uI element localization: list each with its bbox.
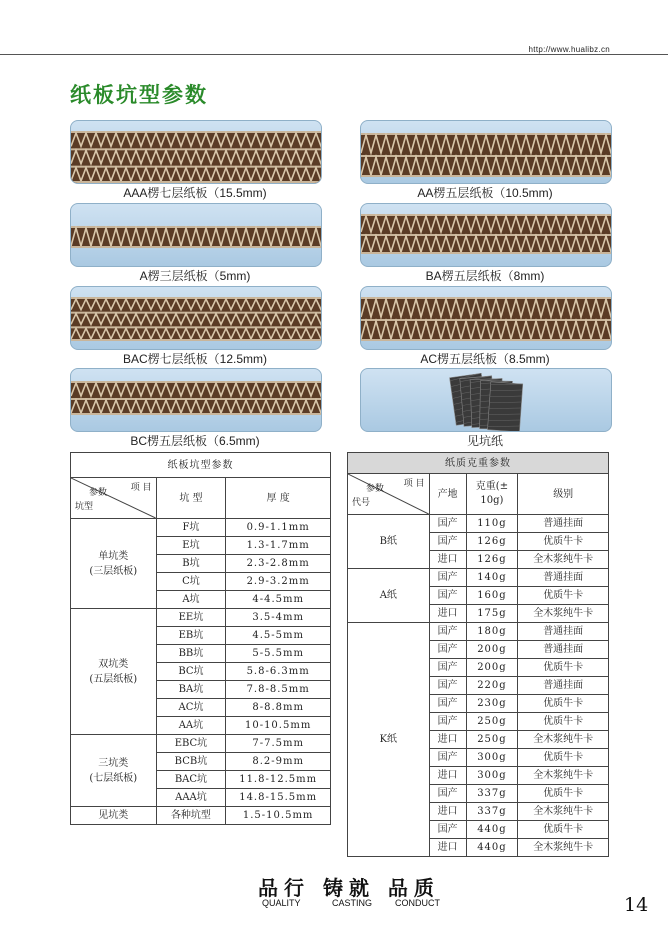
paper-origin: 进口 bbox=[429, 767, 466, 785]
paper-weight: 220g bbox=[466, 677, 518, 695]
photo-caption: AA楞五层纸板（10.5mm) bbox=[417, 186, 553, 200]
corner-label-item: 项 目 bbox=[403, 479, 425, 489]
paper-weight-table bbox=[347, 452, 609, 857]
corrugated-board-image bbox=[361, 297, 611, 341]
paper-origin: 进口 bbox=[429, 605, 466, 623]
photo-caption: BA楞五层纸板（8mm) bbox=[425, 269, 545, 283]
photo-caption: A楞三层纸板（5mm) bbox=[139, 269, 251, 283]
flute-type: BC坑 bbox=[156, 663, 226, 681]
paper-code: K纸 bbox=[348, 623, 430, 857]
flute-thickness: 2.3-2.8mm bbox=[226, 555, 331, 573]
flute-type: 各种坑型 bbox=[156, 807, 226, 825]
footer-word-quality: QUALITY bbox=[262, 898, 301, 908]
header-rule bbox=[0, 54, 668, 55]
paper-weight: 126g bbox=[466, 551, 518, 569]
paper-sheets-photo bbox=[360, 368, 612, 432]
table-row bbox=[71, 519, 331, 537]
paper-origin: 进口 bbox=[429, 551, 466, 569]
paper-weight: 200g bbox=[466, 659, 518, 677]
col-header-origin: 产地 bbox=[429, 474, 466, 515]
photo-caption: 见坑纸 bbox=[466, 434, 503, 448]
flute-thickness: 4-4.5mm bbox=[226, 591, 331, 609]
diagonal-header-cell bbox=[71, 478, 157, 519]
flute-type: F坑 bbox=[156, 519, 226, 537]
flute-thickness: 1.5-10.5mm bbox=[226, 807, 331, 825]
paper-grade: 普通挂面 bbox=[518, 515, 609, 533]
paper-weight: 230g bbox=[466, 695, 518, 713]
table-row bbox=[348, 515, 609, 533]
paper-grade: 优质牛卡 bbox=[518, 785, 609, 803]
paper-origin: 进口 bbox=[429, 839, 466, 857]
flute-thickness: 5.8-6.3mm bbox=[226, 663, 331, 681]
paper-origin: 国产 bbox=[429, 533, 466, 551]
flute-type: A坑 bbox=[156, 591, 226, 609]
photo-caption: AC楞五层纸板（8.5mm) bbox=[420, 352, 550, 366]
table-row bbox=[71, 807, 331, 825]
flute-thickness: 8.2-9mm bbox=[226, 753, 331, 771]
flute-group-name: 见坑类 bbox=[71, 807, 157, 825]
paper-origin: 国产 bbox=[429, 713, 466, 731]
flute-group-name: 三坑类 (七层纸板) bbox=[71, 735, 157, 807]
paper-weight: 337g bbox=[466, 803, 518, 821]
photo-caption: BAC楞七层纸板（12.5mm) bbox=[122, 352, 268, 366]
paper-table-title: 纸质克重参数 bbox=[348, 453, 609, 474]
flute-thickness: 7.8-8.5mm bbox=[226, 681, 331, 699]
table-row bbox=[348, 623, 609, 641]
flute-type: E坑 bbox=[156, 537, 226, 555]
board-cross-section-photo bbox=[360, 286, 612, 350]
corner-label-param: 参数 bbox=[366, 484, 385, 494]
corrugated-board-image bbox=[71, 381, 321, 415]
flute-type: EBC坑 bbox=[156, 735, 226, 753]
paper-weight: 300g bbox=[466, 767, 518, 785]
flute-type: BA坑 bbox=[156, 681, 226, 699]
footer-word-casting: CASTING bbox=[332, 898, 373, 908]
col-header-type: 坑 型 bbox=[156, 478, 226, 519]
paper-grade: 优质牛卡 bbox=[518, 533, 609, 551]
paper-grade: 普通挂面 bbox=[518, 623, 609, 641]
photo-caption: AAA楞七层纸板（15.5mm) bbox=[123, 186, 267, 200]
paper-origin: 进口 bbox=[429, 731, 466, 749]
website-url: http://www.hualibz.cn bbox=[528, 45, 610, 54]
col-header-weight: 克重(± 10g) bbox=[466, 474, 518, 515]
paper-weight: 300g bbox=[466, 749, 518, 767]
paper-weight: 200g bbox=[466, 641, 518, 659]
col-header-thickness: 厚 度 bbox=[226, 478, 331, 519]
corner-label-type: 代号 bbox=[352, 498, 371, 508]
paper-grade: 优质牛卡 bbox=[518, 587, 609, 605]
paper-weight: 250g bbox=[466, 713, 518, 731]
flute-type: AC坑 bbox=[156, 699, 226, 717]
corrugated-board-image bbox=[71, 226, 321, 248]
corner-label-item: 项 目 bbox=[130, 483, 152, 493]
paper-weight: 126g bbox=[466, 533, 518, 551]
flute-parameter-table bbox=[70, 452, 331, 825]
flute-type: BCB坑 bbox=[156, 753, 226, 771]
board-cross-section-photo bbox=[70, 120, 322, 184]
flute-thickness: 5-5.5mm bbox=[226, 645, 331, 663]
flute-type: C坑 bbox=[156, 573, 226, 591]
paper-origin: 国产 bbox=[429, 749, 466, 767]
paper-weight: 250g bbox=[466, 731, 518, 749]
paper-origin: 国产 bbox=[429, 515, 466, 533]
flute-thickness: 3.5-4mm bbox=[226, 609, 331, 627]
flute-type: EE坑 bbox=[156, 609, 226, 627]
paper-grade: 优质牛卡 bbox=[518, 659, 609, 677]
flute-thickness: 0.9-1.1mm bbox=[226, 519, 331, 537]
paper-origin: 国产 bbox=[429, 587, 466, 605]
paper-origin: 国产 bbox=[429, 659, 466, 677]
footer-slogan: 品行 铸就 品质 bbox=[258, 876, 440, 900]
paper-origin: 进口 bbox=[429, 803, 466, 821]
paper-origin: 国产 bbox=[429, 641, 466, 659]
corrugated-board-image bbox=[361, 133, 611, 177]
paper-origin: 国产 bbox=[429, 695, 466, 713]
paper-grade: 优质牛卡 bbox=[518, 821, 609, 839]
flute-thickness: 11.8-12.5mm bbox=[226, 771, 331, 789]
flute-thickness: 1.3-1.7mm bbox=[226, 537, 331, 555]
paper-grade: 全木浆纯牛卡 bbox=[518, 803, 609, 821]
flute-type: BB坑 bbox=[156, 645, 226, 663]
paper-grade: 全木浆纯牛卡 bbox=[518, 767, 609, 785]
paper-origin: 国产 bbox=[429, 677, 466, 695]
corner-label-param: 参数 bbox=[89, 488, 108, 498]
paper-weight: 440g bbox=[466, 839, 518, 857]
paper-weight: 140g bbox=[466, 569, 518, 587]
footer-words bbox=[262, 898, 440, 908]
flute-group-name: 单坑类 (三层纸板) bbox=[71, 519, 157, 609]
paper-code: B纸 bbox=[348, 515, 430, 569]
footer-word-conduct: CONDUCT bbox=[395, 898, 440, 908]
board-cross-section-photo bbox=[360, 203, 612, 267]
photo-caption: BC楞五层纸板（6.5mm) bbox=[130, 434, 260, 448]
page-title: 纸板坑型参数 bbox=[70, 83, 208, 107]
flute-thickness: 8-8.8mm bbox=[226, 699, 331, 717]
flute-type: AA坑 bbox=[156, 717, 226, 735]
corrugated-board-image bbox=[71, 297, 321, 341]
table-row bbox=[348, 569, 609, 587]
paper-grade: 全木浆纯牛卡 bbox=[518, 839, 609, 857]
flute-type: AAA坑 bbox=[156, 789, 226, 807]
paper-grade: 优质牛卡 bbox=[518, 695, 609, 713]
corner-label-type: 坑型 bbox=[75, 502, 94, 512]
paper-origin: 国产 bbox=[429, 623, 466, 641]
paper-grade: 普通挂面 bbox=[518, 677, 609, 695]
table-row bbox=[71, 735, 331, 753]
page-number: 14 bbox=[624, 894, 649, 916]
board-cross-section-photo bbox=[360, 120, 612, 184]
paper-grade: 优质牛卡 bbox=[518, 749, 609, 767]
flute-type: B坑 bbox=[156, 555, 226, 573]
corrugated-board-image bbox=[71, 131, 321, 183]
paper-grade: 全木浆纯牛卡 bbox=[518, 731, 609, 749]
flute-thickness: 7-7.5mm bbox=[226, 735, 331, 753]
flute-thickness: 2.9-3.2mm bbox=[226, 573, 331, 591]
board-cross-section-photo bbox=[70, 286, 322, 350]
paper-origin: 国产 bbox=[429, 569, 466, 587]
paper-weight: 440g bbox=[466, 821, 518, 839]
paper-grade: 优质牛卡 bbox=[518, 713, 609, 731]
paper-grade: 普通挂面 bbox=[518, 641, 609, 659]
board-cross-section-photo bbox=[70, 203, 322, 267]
flute-type: EB坑 bbox=[156, 627, 226, 645]
flute-group-name: 双坑类 (五层纸板) bbox=[71, 609, 157, 735]
corrugated-board-image bbox=[361, 214, 611, 254]
paper-origin: 国产 bbox=[429, 785, 466, 803]
paper-grade: 全木浆纯牛卡 bbox=[518, 605, 609, 623]
flute-table-title: 纸板坑型参数 bbox=[71, 453, 331, 478]
flute-type: BAC坑 bbox=[156, 771, 226, 789]
paper-grade: 普通挂面 bbox=[518, 569, 609, 587]
paper-weight: 175g bbox=[466, 605, 518, 623]
flute-thickness: 10-10.5mm bbox=[226, 717, 331, 735]
paper-weight: 110g bbox=[466, 515, 518, 533]
paper-code: A纸 bbox=[348, 569, 430, 623]
flute-thickness: 14.8-15.5mm bbox=[226, 789, 331, 807]
col-header-grade: 级别 bbox=[518, 474, 609, 515]
paper-weight: 337g bbox=[466, 785, 518, 803]
paper-weight: 160g bbox=[466, 587, 518, 605]
flute-thickness: 4.5-5mm bbox=[226, 627, 331, 645]
diagonal-header-cell bbox=[348, 474, 430, 515]
board-cross-section-photo bbox=[70, 368, 322, 432]
paper-weight: 180g bbox=[466, 623, 518, 641]
table-row bbox=[71, 609, 331, 627]
paper-grade: 全木浆纯牛卡 bbox=[518, 551, 609, 569]
paper-origin: 国产 bbox=[429, 821, 466, 839]
